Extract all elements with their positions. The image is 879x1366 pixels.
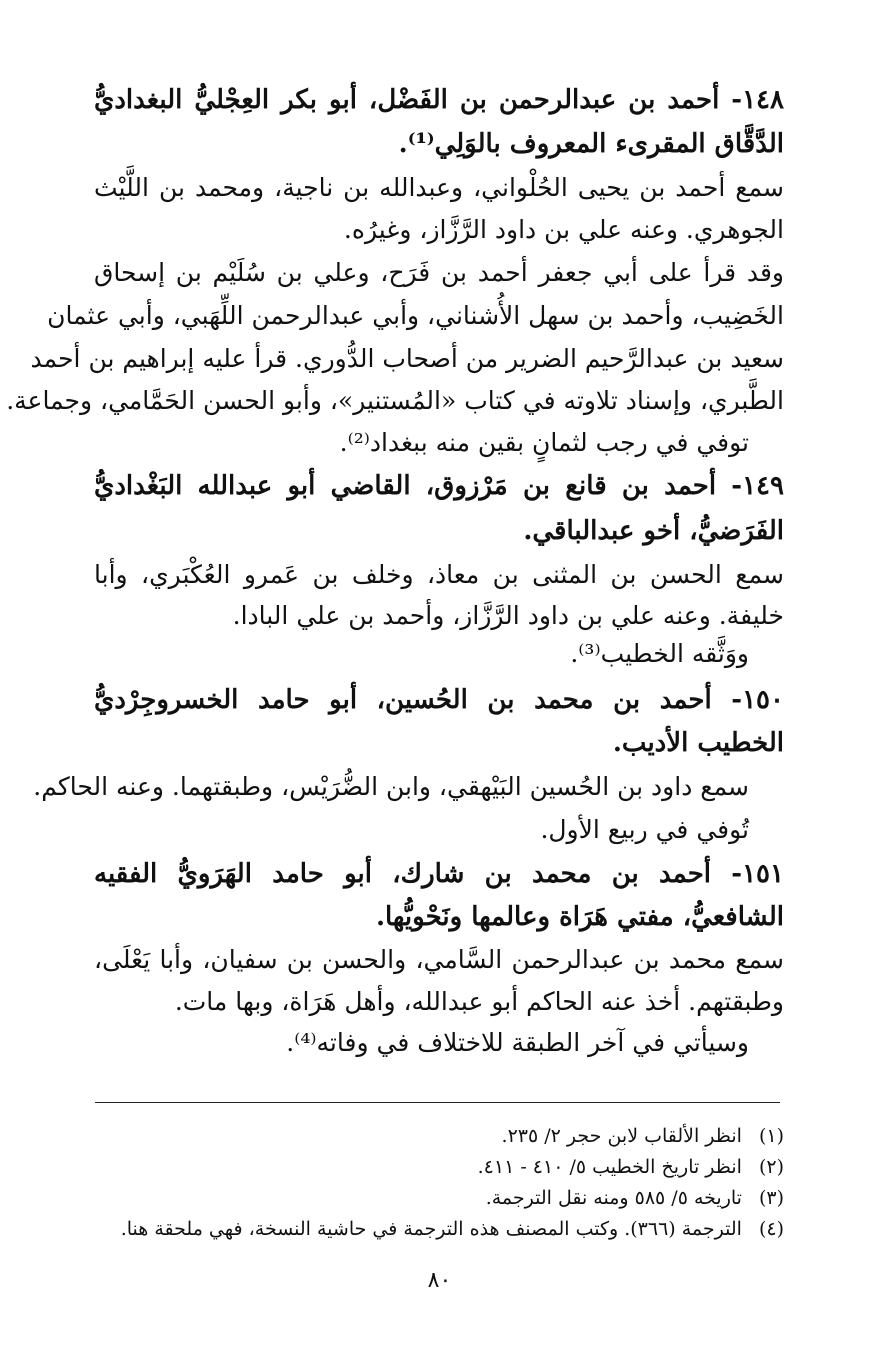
footnote-divider xyxy=(95,1102,780,1103)
entry-148-heading-line-2: الدَّقَّاق المقرىء المعروف بالوَلِي⁽¹⁾. xyxy=(398,129,784,159)
entry-151-body-line-3: وسيأتي في آخر الطبقة للاختلاف في وفاته⁽⁴⁾. xyxy=(286,1028,749,1057)
entry-150-body-line-2: تُوفي في ربيع الأول. xyxy=(540,815,749,844)
page-number: ٨٠ xyxy=(427,1268,452,1293)
entry-148-body-line-5: سعيد بن عبدالرَّحيم الضرير من أصحاب الدُّوري. قرأ عليه إبراهيم بن أحمد xyxy=(30,344,784,373)
footnote-3 xyxy=(94,1184,784,1212)
entry-148-body-line-4: الخَضِيب، وأحمد بن سهل الأُشناني، وأبي عبدالرحمن اللِّهَبي، وأبي عثمان xyxy=(47,301,784,330)
entry-148-body-line-7: توفي في رجب لثمانٍ بقين منه ببغداد⁽²⁾. xyxy=(339,428,749,457)
footnote-4-text: الترجمة (٣٦٦). وكتب المصنف هذه الترجمة في حاشية النسخة، فهي ملحقة هنا. xyxy=(120,1218,742,1240)
entry-149-body-line-3: ووَثَّقه الخطيب⁽³⁾. xyxy=(570,639,749,668)
entry-150-body-line-1: سمع داود بن الحُسين البَيْهقي، وابن الضُّرَيْس، وطبقتهما. وعنه الحاكم. xyxy=(33,772,749,801)
entry-151-heading-line-1: ١٥١- أحمد بن محمد بن شارك، أبو حامد الهَرَويُّ الفقيه xyxy=(94,859,784,889)
footnote-4 xyxy=(94,1215,784,1243)
footnote-1 xyxy=(94,1122,784,1150)
entry-148-body-line-1: سمع أحمد بن يحيى الحُلْواني، وعبدالله بن ناجية، ومحمد بن اللَّيْث xyxy=(94,173,784,202)
entry-148-body-line-2: الجوهري. وعنه علي بن داود الرَّزَّاز، وغيرُه. xyxy=(343,215,784,244)
entry-148-body-line-6: الطَّبري، وإسناد تلاوته في كتاب «المُستنير»، وأبو الحسن الحَمَّامي، وجماعة. xyxy=(6,386,784,415)
footnote-3-text: تاريخه ٥/ ٥٨٥ ومنه نقل الترجمة. xyxy=(485,1187,742,1209)
footnote-2 xyxy=(94,1153,784,1181)
entry-149-body-line-2: خليفة. وعنه علي بن داود الرَّزَّاز، وأحمد بن علي البادا. xyxy=(232,601,784,630)
entry-150-heading-line-1: ١٥٠- أحمد بن محمد بن الحُسين، أبو حامد الخسروجِرْديُّ xyxy=(94,685,784,715)
footnote-1-number: (١) xyxy=(758,1125,784,1147)
footnote-3-number: (٣) xyxy=(758,1187,784,1209)
entry-151-heading-line-2: الشافعيُّ، مفتي هَرَاة وعالمها ونَحْويُّها. xyxy=(375,902,784,932)
entry-149-heading-line-2: الفَرَضيُّ، أخو عبدالباقي. xyxy=(523,516,784,546)
entry-148-heading-line-1: ١٤٨- أحمد بن عبدالرحمن بن الفَضْل، أبو بكر العِجْليُّ البغداديُّ xyxy=(94,85,784,115)
entry-150-heading-line-2: الخطيب الأديب. xyxy=(612,728,784,758)
entry-149-body-line-1: سمع الحسن بن المثنى بن معاذ، وخلف بن عَمرو العُكْبَري، وأبا xyxy=(94,560,784,589)
footnote-2-number: (٢) xyxy=(758,1156,784,1178)
footnote-4-number: (٤) xyxy=(758,1218,784,1240)
entry-151-body-line-1: سمع محمد بن عبدالرحمن السَّامي، والحسن بن سفيان، وأبا يَعْلَى، xyxy=(94,945,784,974)
entry-148-body-line-3: وقد قرأ على أبي جعفر أحمد بن فَرَح، وعلي بن سُلَيْم بن إسحاق xyxy=(94,258,784,287)
entry-151-body-line-2: وطبقتهم. أخذ عنه الحاكم أبو عبدالله، وأهل هَرَاة، وبها مات. xyxy=(174,987,784,1016)
footnote-1-text: انظر الألقاب لابن حجر ٢/ ٢٣٥. xyxy=(501,1125,742,1147)
entry-149-heading-line-1: ١٤٩- أحمد بن قانع بن مَرْزوق، القاضي أبو عبدالله البَغْداديُّ xyxy=(94,471,784,501)
footnote-2-text: انظر تاريخ الخطيب ٥/ ٤١٠ - ٤١١. xyxy=(477,1156,742,1178)
